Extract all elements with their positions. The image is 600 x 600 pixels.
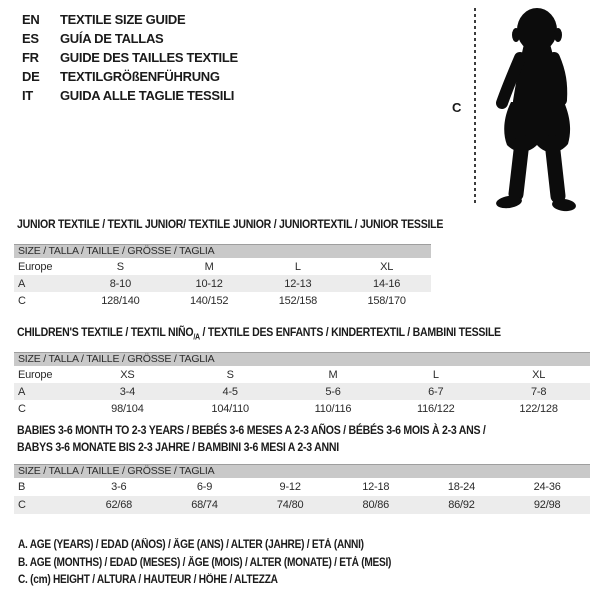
value-cell: 18-24 xyxy=(447,481,476,493)
footnotes xyxy=(18,537,442,590)
value-cell: 152/158 xyxy=(278,294,318,307)
value-cell: 116/122 xyxy=(417,402,455,415)
size-cell: S xyxy=(226,368,234,381)
row-label: A xyxy=(18,277,26,290)
value-cell: 7-8 xyxy=(530,385,547,398)
lang-label: GUÍA DE TALLAS xyxy=(60,31,164,46)
footnote-c: C. (cm) HEIGHT / ALTURA / HAUTEUR / HÖHE / ALTEZZA xyxy=(18,574,278,586)
value-cell: 158/170 xyxy=(367,294,406,307)
row-label: C xyxy=(18,402,26,415)
footnote-a: A. AGE (YEARS) / EDAD (AÑOS) / ÂGE (ANS) / ALTER (JAHRE) / ETÀ (ANNI) xyxy=(18,539,364,551)
children-title-text: CHILDREN'S TEXTILE / TEXTIL NIÑO xyxy=(17,325,194,339)
table-row xyxy=(14,258,431,275)
row-label: B xyxy=(18,481,26,493)
value-cell: 74/80 xyxy=(276,499,304,511)
value-cell: 104/110 xyxy=(211,402,249,415)
babies-title-line1: BABIES 3-6 MONTH TO 2-3 YEARS / BEBÉS 3-6 MESES A 2-3 AÑOS / BÉBÉS 3-6 MOIS À 2-3 ANS / xyxy=(17,423,486,437)
babies-title-line2: BABYS 3-6 MONATE BIS 2-3 JAHRE / BAMBINI 3-6 MESI A 2-3 ANNI xyxy=(17,439,339,454)
value-cell: 9-12 xyxy=(279,481,301,493)
footnote-b: B. AGE (MONTHS) / EDAD (MESES) / ÂGE (MOIS) / ALTER (MONATE) / ETÀ (MESI) xyxy=(18,556,392,569)
lang-code: EN xyxy=(22,12,40,27)
value-cell: 140/152 xyxy=(189,294,229,307)
table-row xyxy=(14,275,431,292)
table-row xyxy=(14,292,431,309)
row-label: A xyxy=(18,385,26,398)
value-cell: 5-6 xyxy=(325,385,341,398)
value-cell: 12-18 xyxy=(362,481,390,493)
lang-label: GUIDE DES TAILLES TEXTILE xyxy=(60,50,238,65)
value-cell: 10-12 xyxy=(195,277,223,290)
junior-table xyxy=(14,258,431,309)
value-cell: 4-5 xyxy=(222,385,238,398)
value-cell: 110/116 xyxy=(314,402,352,415)
size-cell: M xyxy=(328,368,338,381)
table-row xyxy=(14,400,590,417)
lang-code: IT xyxy=(22,88,33,103)
lang-code: ES xyxy=(22,31,39,46)
lang-row-it xyxy=(22,86,238,105)
lang-label: TEXTILGRÖßENFÜHRUNG xyxy=(60,69,220,84)
value-cell: 6-7 xyxy=(428,385,444,398)
children-table xyxy=(14,366,590,417)
size-cell: L xyxy=(432,368,439,381)
babies-table xyxy=(14,478,590,514)
lang-code: FR xyxy=(22,50,39,65)
lang-label: TEXTILE SIZE GUIDE xyxy=(60,12,186,27)
nino-a-subscript: /A xyxy=(193,332,200,342)
table-row xyxy=(14,478,590,496)
junior-section-title: JUNIOR TEXTILE / TEXTIL JUNIOR/ TEXTILE JUNIOR / JUNIORTEXTIL / JUNIOR TESSILE xyxy=(17,217,444,231)
value-cell: 8-10 xyxy=(109,277,131,290)
table-row xyxy=(14,366,590,383)
value-cell: 3-4 xyxy=(119,385,136,398)
table-row xyxy=(14,383,590,400)
value-cell: 6-9 xyxy=(196,481,213,493)
lang-row-fr xyxy=(22,48,238,67)
value-cell: 12-13 xyxy=(284,277,312,290)
height-measure-label: C xyxy=(452,100,462,115)
lang-row-de xyxy=(22,67,238,86)
value-cell: 24-36 xyxy=(533,481,561,493)
lang-row-es xyxy=(22,29,238,48)
children-title-text: / TEXTILE DES ENFANTS / KINDERTEXTIL / BAMBINI TESSILE xyxy=(199,325,501,339)
babies-table-header-bar: SIZE / TALLA / TAILLE / GRÖSSE / TAGLIA xyxy=(14,464,590,478)
lang-row-en xyxy=(22,10,238,29)
value-cell: 128/140 xyxy=(101,294,140,307)
value-cell: 3-6 xyxy=(111,481,127,493)
row-label: Europe xyxy=(18,260,53,273)
children-size-table xyxy=(14,352,590,417)
value-cell: 62/68 xyxy=(105,499,133,511)
lang-label: GUIDA ALLE TAGLIE TESSILI xyxy=(60,88,235,103)
size-cell: XL xyxy=(380,260,394,273)
row-label: C xyxy=(18,294,26,307)
size-cell: S xyxy=(116,260,124,273)
babies-section-title xyxy=(17,422,486,455)
junior-table-header-bar: SIZE / TALLA / TAILLE / GRÖSSE / TAGLIA xyxy=(14,244,431,258)
language-list xyxy=(22,10,238,105)
value-cell: 122/128 xyxy=(519,402,558,415)
row-label: Europe xyxy=(18,368,53,381)
height-dotted-line xyxy=(474,8,476,206)
lang-code: DE xyxy=(22,69,40,84)
value-cell: 86/92 xyxy=(448,499,475,511)
babies-size-table xyxy=(14,464,590,514)
value-cell: 68/74 xyxy=(191,499,218,511)
children-table-header-bar: SIZE / TALLA / TAILLE / GRÖSSE / TAGLIA xyxy=(14,352,590,366)
junior-size-table xyxy=(14,244,431,309)
toddler-silhouette-image xyxy=(480,6,595,221)
size-cell: XS xyxy=(120,368,135,381)
toddler-silhouette-icon xyxy=(480,6,595,216)
value-cell: 92/98 xyxy=(533,499,561,511)
value-cell: 14-16 xyxy=(373,277,401,290)
value-cell: 98/104 xyxy=(111,402,144,415)
children-section-title xyxy=(17,324,501,346)
size-cell: XL xyxy=(532,368,546,381)
table-row xyxy=(14,496,590,514)
size-cell: L xyxy=(294,260,301,273)
value-cell: 80/86 xyxy=(362,499,390,511)
row-label: C xyxy=(18,499,26,511)
size-cell: M xyxy=(204,260,214,273)
